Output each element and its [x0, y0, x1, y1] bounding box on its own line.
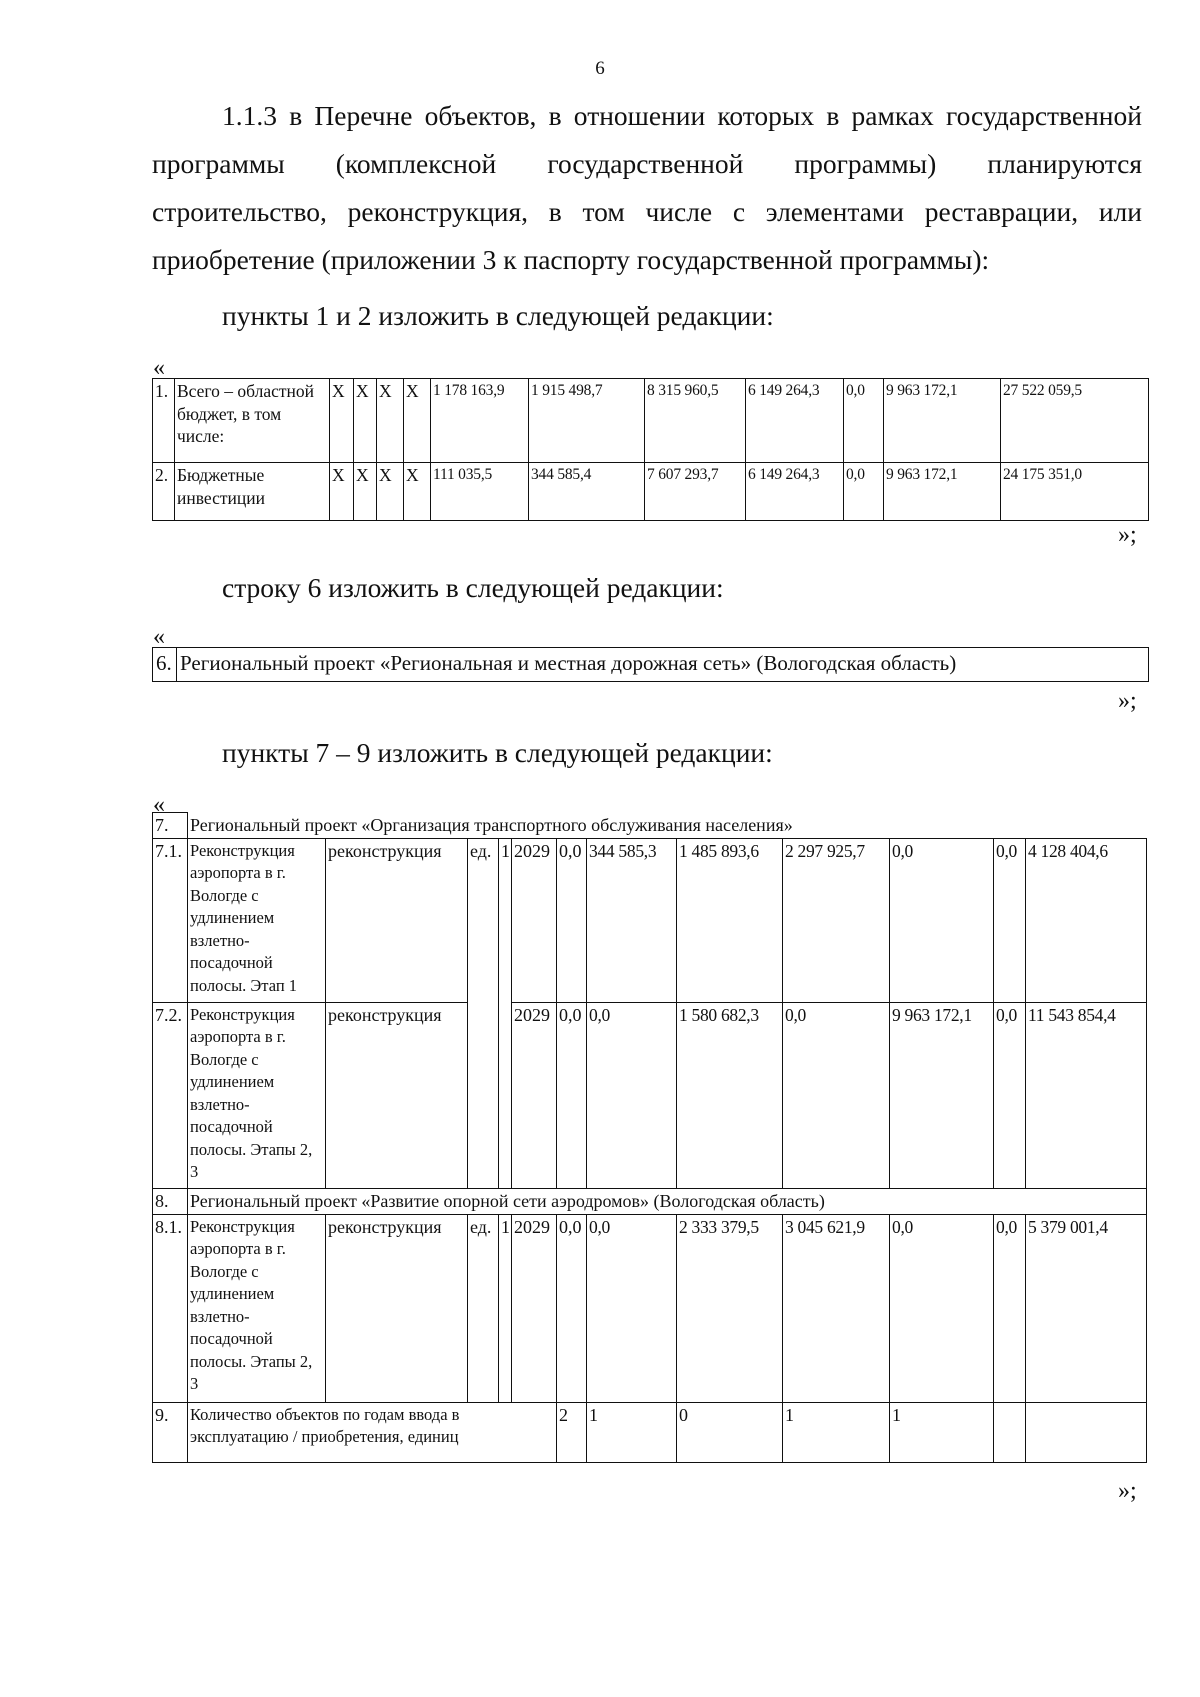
- table-row: [153, 379, 1149, 463]
- cell-value: 0: [677, 1402, 783, 1462]
- cell-unit: [468, 1002, 499, 1188]
- cell-value: 111 035,5: [431, 463, 529, 521]
- intro-text: 1.1.3 в Перечне объектов, в отношении которых в рамках государственной программы (комплексной государственной программы) планируются строительство, реконструкция, в том числе с элементами реставрации, или приобретение (приложении 3 к паспорту государственной программы):: [152, 100, 1142, 275]
- cell-unit: ед.: [468, 1214, 499, 1402]
- cell-x: Х: [404, 379, 431, 463]
- page-number: 6: [595, 58, 605, 79]
- cell-value: 0,0: [890, 838, 994, 1002]
- cell-value: 0,0: [844, 463, 884, 521]
- cell-total: 5 379 001,4: [1026, 1214, 1147, 1402]
- row-number: 2.: [153, 463, 175, 521]
- cell-value: 1: [783, 1402, 890, 1462]
- cell-value: 0,0: [587, 1214, 677, 1402]
- cell-x: Х: [404, 463, 431, 521]
- table-row: [153, 1188, 1147, 1214]
- section3-heading: пункты 7 – 9 изложить в следующей редакции:: [222, 737, 773, 768]
- quote-open: «: [153, 355, 165, 381]
- cell-total: 4 128 404,6: [1026, 838, 1147, 1002]
- row-number: 8.: [153, 1188, 188, 1214]
- cell-x: Х: [354, 379, 377, 463]
- quote-close: »;: [1118, 688, 1137, 714]
- row-name: Реконструкция аэропорта в г. Вологде с удлинением взлетно-посадочной полосы. Этап 1: [188, 838, 326, 1002]
- cell-x: Х: [377, 463, 404, 521]
- cell-value: 344 585,4: [529, 463, 645, 521]
- cell-year: 2029: [512, 838, 557, 1002]
- table-row: [153, 463, 1149, 521]
- table-items-1-2: [152, 378, 1149, 521]
- cell-year: 2029: [512, 1002, 557, 1188]
- cell-value: 7 607 293,7: [645, 463, 746, 521]
- cell-total: 24 175 351,0: [1001, 463, 1149, 521]
- cell-value: 8 315 960,5: [645, 379, 746, 463]
- cell-year: 2029: [512, 1214, 557, 1402]
- cell-value: 1 580 682,3: [677, 1002, 783, 1188]
- cell-value: 0,0: [844, 379, 884, 463]
- cell-empty: [994, 1402, 1026, 1462]
- cell-value: 0,0: [994, 838, 1026, 1002]
- cell-total: 11 543 854,4: [1026, 1002, 1147, 1188]
- cell-unit: ед.: [468, 838, 499, 1002]
- cell-total: 27 522 059,5: [1001, 379, 1149, 463]
- cell-x: Х: [354, 463, 377, 521]
- cell-value: 1 485 893,6: [677, 838, 783, 1002]
- cell-value: 2 333 379,5: [677, 1214, 783, 1402]
- cell-value: 1: [587, 1402, 677, 1462]
- cell-value: 0,0: [587, 1002, 677, 1188]
- cell-qty: [499, 1002, 512, 1188]
- cell-value: 3 045 621,9: [783, 1214, 890, 1402]
- row-name: Реконструкция аэропорта в г. Вологде с удлинением взлетно-посадочной полосы. Этапы 2, 3: [188, 1002, 326, 1188]
- cell-value: 0,0: [890, 1214, 994, 1402]
- cell-value: 9 963 172,1: [884, 379, 1001, 463]
- cell-x: Х: [377, 379, 404, 463]
- table-row: [153, 1214, 1147, 1402]
- cell-qty: 1: [499, 838, 512, 1002]
- cell-value: 1: [890, 1402, 994, 1462]
- row-number: 8.1.: [153, 1214, 188, 1402]
- cell-value: 6 149 264,3: [746, 463, 844, 521]
- cell-value: 2: [557, 1402, 587, 1462]
- cell-value: 6 149 264,3: [746, 379, 844, 463]
- cell-value: 1 915 498,7: [529, 379, 645, 463]
- table-row: [153, 648, 1149, 682]
- table-row: [153, 1402, 1147, 1462]
- row-number: 7.2.: [153, 1002, 188, 1188]
- table-items-7-9: [152, 812, 1147, 1463]
- cell-value: 0,0: [994, 1002, 1026, 1188]
- cell-value: 0,0: [557, 1002, 587, 1188]
- cell-qty: 1: [499, 1214, 512, 1402]
- quote-close: »;: [1118, 522, 1137, 548]
- cell-type: реконструкция: [326, 1002, 468, 1188]
- quote-open: «: [153, 792, 165, 818]
- row-number: 7.: [153, 813, 188, 839]
- table-item-6: [152, 647, 1149, 682]
- cell-x: Х: [330, 463, 354, 521]
- table-row: [153, 813, 1147, 839]
- cell-value: 0,0: [557, 1214, 587, 1402]
- row-text: Количество объектов по годам ввода в эксплуатацию / приобретения, единиц: [188, 1402, 557, 1462]
- cell-value: 344 585,3: [587, 838, 677, 1002]
- row-name: Всего – областной бюджет, в том числе:: [175, 379, 330, 463]
- cell-x: Х: [330, 379, 354, 463]
- row-number: 9.: [153, 1402, 188, 1462]
- cell-value: 0,0: [994, 1214, 1026, 1402]
- row-text: Региональный проект «Организация транспортного обслуживания населения»: [188, 813, 1147, 839]
- row-name: Реконструкция аэропорта в г. Вологде с удлинением взлетно-посадочной полосы. Этапы 2, 3: [188, 1214, 326, 1402]
- table-row: [153, 1002, 1147, 1188]
- intro-paragraph: [152, 92, 1142, 284]
- cell-empty: [1026, 1402, 1147, 1462]
- cell-value: 0,0: [783, 1002, 890, 1188]
- cell-value: 2 297 925,7: [783, 838, 890, 1002]
- cell-value: 9 963 172,1: [884, 463, 1001, 521]
- section2-heading: строку 6 изложить в следующей редакции:: [222, 572, 724, 603]
- cell-type: реконструкция: [326, 1214, 468, 1402]
- row-number: 6.: [153, 648, 177, 682]
- cell-value: 0,0: [557, 838, 587, 1002]
- section1-heading: пункты 1 и 2 изложить в следующей редакции:: [222, 300, 774, 331]
- row-number: 1.: [153, 379, 175, 463]
- row-number: 7.1.: [153, 838, 188, 1002]
- quote-close: »;: [1118, 1478, 1137, 1504]
- cell-value: 1 178 163,9: [431, 379, 529, 463]
- cell-value: 9 963 172,1: [890, 1002, 994, 1188]
- quote-open: «: [153, 624, 165, 650]
- cell-type: реконструкция: [326, 838, 468, 1002]
- row-text: Региональный проект «Развитие опорной сети аэродромов» (Вологодская область): [188, 1188, 1147, 1214]
- table-row: [153, 838, 1147, 1002]
- row-text: Региональный проект «Региональная и местная дорожная сеть» (Вологодская область): [177, 648, 1149, 682]
- row-name: Бюджетные инвестиции: [175, 463, 330, 521]
